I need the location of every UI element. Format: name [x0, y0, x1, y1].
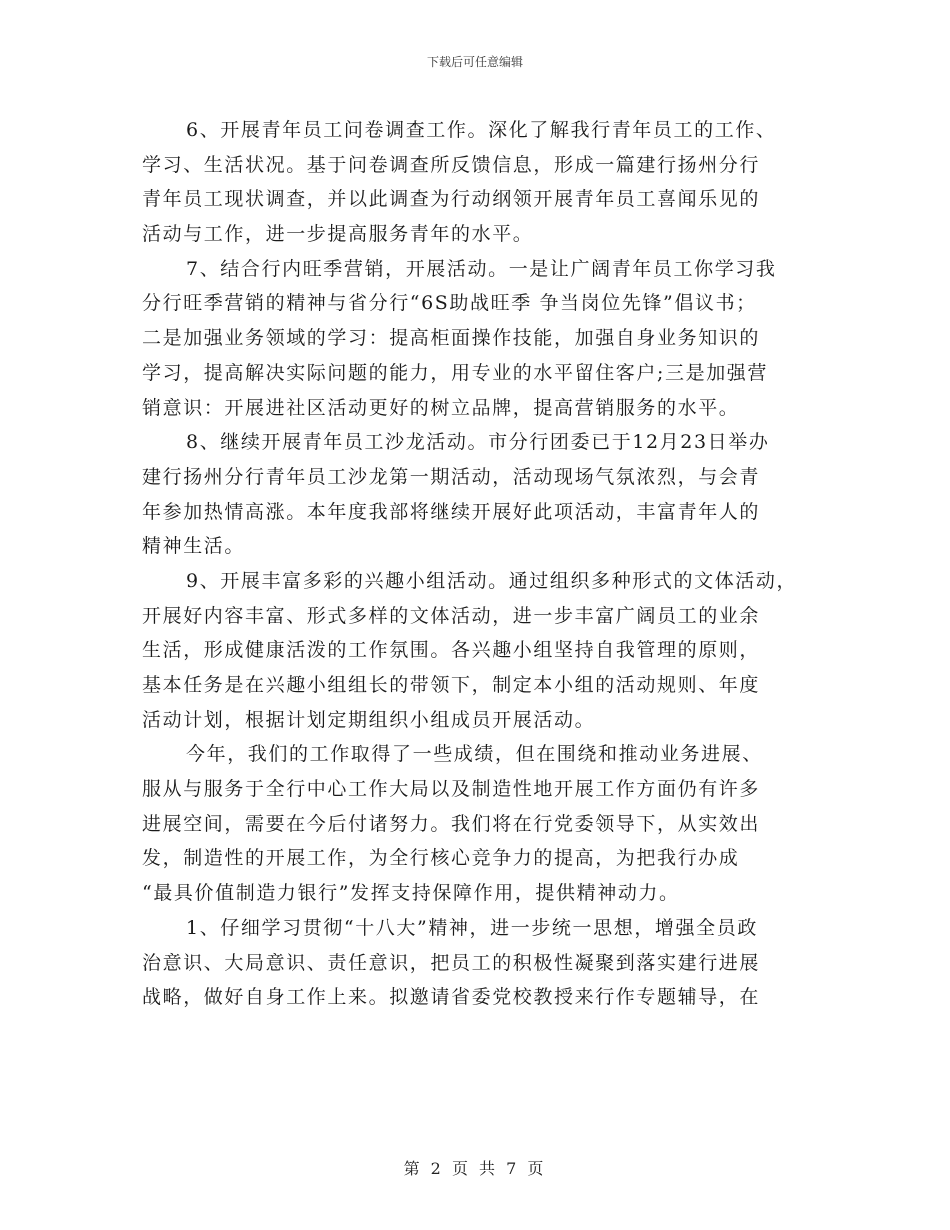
- page-header: 下载后可任意编辑: [426, 55, 523, 69]
- text-line: 今年，我们的工作取得了一些成绩，但在围绕和推动业务进展、: [186, 743, 763, 766]
- text-line: 二是加强业务领域的学习：提高柜面操作技能，加强自身业务知识的: [142, 327, 761, 350]
- text-line: 7、结合行内旺季营销，开展活动。一是让广阔青年员工你学习我: [186, 257, 777, 280]
- text-line: 学习、生活状况。基于问卷调查所反馈信息，形成一篇建行扬州分行: [142, 153, 761, 176]
- text-line: 活动与工作，进一步提高服务青年的水平。: [142, 223, 534, 246]
- text-line: 建行扬州分行青年员工沙龙第一期活动，活动现场气氛浓烈，与会青: [142, 465, 761, 488]
- text-line: 6、开展青年员工问卷调查工作。深化了解我行青年员工的工作、: [186, 119, 777, 141]
- text-line: “最具价值制造力银行”发挥支持保障作用，提供精神动力。: [142, 882, 680, 905]
- text-line: 分行旺季营销的精神与省分行“6S助战旺季 争当岗位先锋”倡议书；: [142, 292, 757, 315]
- text-line: 销意识：开展进社区活动更好的树立品牌，提高营销服务的水平。: [142, 396, 740, 419]
- text-line: 治意识、大局意识、责任意识，把员工的积极性凝聚到落实建行进展: [142, 951, 761, 974]
- text-line: 青年员工现状调查，并以此调查为行动纲领开展青年员工喜闻乐见的: [142, 188, 761, 211]
- text-line: 生活，形成健康活泼的工作氛围。各兴趣小组坚持自我管理的原则，: [142, 639, 761, 662]
- text-line: 发，制造性的开展工作，为全行核心竞争力的提高，为把我行办成: [142, 847, 740, 870]
- text-line: 基本任务是在兴趣小组组长的带领下，制定本小组的活动规则、年度: [142, 674, 761, 696]
- text-line: 1、仔细学习贯彻“十八大”精神，进一步统一思想，增强全员政: [186, 916, 758, 939]
- text-line: 8、继续开展青年员工沙龙活动。市分行团委已于12月23日举办: [186, 431, 770, 454]
- text-line: 学习，提高解决实际问题的能力，用专业的水平留住客户;三是加强营: [142, 361, 769, 384]
- text-line: 精神生活。: [142, 535, 246, 558]
- text-line: 开展好内容丰富、形式多样的文体活动，进一步丰富广阔员工的业余: [142, 604, 761, 627]
- text-line: 年参加热情高涨。本年度我部将继续开展好此项活动，丰富青年人的: [142, 500, 761, 523]
- document-body: [142, 113, 822, 1015]
- text-line: 进展空间，需要在今后付诸努力。我们将在行党委领导下，从实效出: [142, 812, 761, 835]
- page-number: 第 2 页 共 7 页: [403, 1159, 547, 1178]
- text-line: 活动计划，根据计划定期组织小组成员开展活动。: [142, 708, 596, 731]
- text-line: 9、开展丰富多彩的兴趣小组活动。通过组织多种形式的文体活动，: [186, 569, 798, 592]
- text-line: 战略，做好自身工作上来。拟邀请省委党校教授来行作专题辅导，在: [142, 986, 761, 1009]
- text-line: 服从与服务于全行中心工作大局以及制造性地开展工作方面仍有许多: [142, 778, 761, 801]
